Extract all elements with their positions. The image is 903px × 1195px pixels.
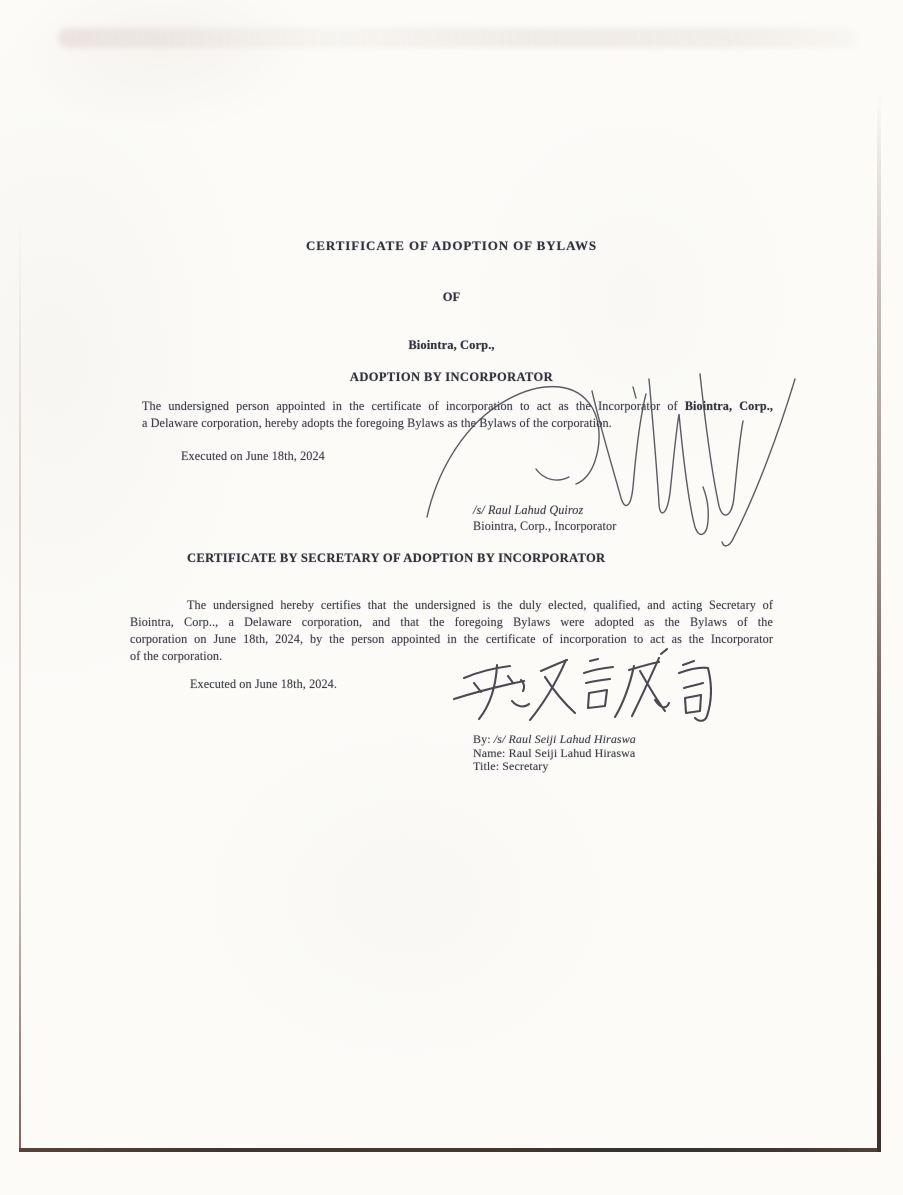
of-label: OF [442, 290, 461, 304]
section2-paragraph-line3: corporation on June 18th, 2024, by the person appointed in the certificate of incorporation to act as the Incorporator [130, 632, 773, 646]
secretary-signature-block [473, 733, 636, 774]
section2-heading: CERTIFICATE BY SECRETARY OF ADOPTION BY INCORPORATOR [187, 551, 606, 565]
section2-paragraph [130, 597, 773, 665]
scan-smudge-top [58, 28, 858, 48]
document-title: CERTIFICATE OF ADOPTION OF BYLAWS [306, 238, 597, 253]
secretary-signed-name: /s/ Raul Seiji Lahud Hiraswa [493, 732, 636, 746]
scan-border-bottom [19, 1148, 881, 1152]
incorporator-signature-block [473, 502, 616, 534]
company-name: Biointra, Corp., [408, 338, 495, 352]
section2-paragraph-line4: of the corporation. [130, 649, 223, 663]
scan-border-left [19, 220, 21, 1150]
section2-paragraph-line2: Biointra, Corp.., a Delaware corporation, and that the foregoing Bylaws were adopted as the Bylaws of the [130, 615, 773, 629]
incorporator-signed-title: Biointra, Corp., Incorporator [473, 519, 617, 533]
section1-paragraph-line1: The undersigned person appointed in the certificate of incorporation to act as the Incorporator of [142, 399, 678, 413]
secretary-name-line: Name: Raul Seiji Lahud Hiraswa [473, 745, 636, 760]
section2-paragraph-line1: The undersigned hereby certifies that the undersigned is the duly elected, qualified, and acting Secretary of [187, 598, 773, 612]
executed-date-2: Executed on June 18th, 2024. [190, 677, 337, 691]
secretary-title-line: Title: Secretary [473, 759, 549, 773]
section1-paragraph-line1-bold: Biointra, Corp., [684, 399, 773, 413]
section1-paragraph [142, 398, 773, 432]
incorporator-signed-name: /s/ Raul Lahud Quiroz [473, 503, 584, 517]
section1-paragraph-line2: a Delaware corporation, hereby adopts the foregoing Bylaws as the Bylaws of the corporation. [142, 416, 612, 430]
by-label: By: [473, 732, 491, 746]
section1-heading: ADOPTION BY INCORPORATOR [349, 370, 554, 384]
executed-date-1: Executed on June 18th, 2024 [181, 449, 325, 463]
